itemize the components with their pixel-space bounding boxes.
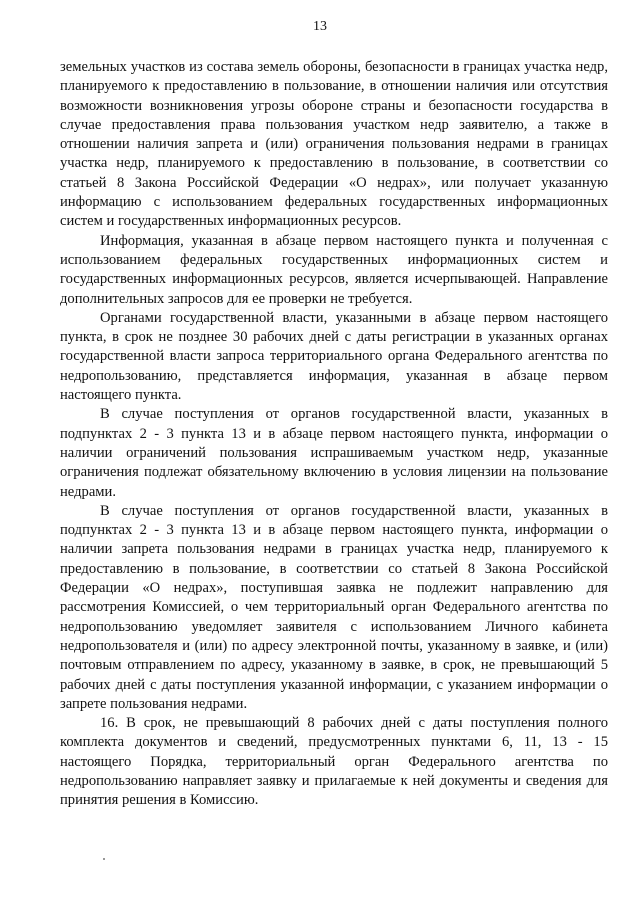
- paragraph-restrictions-license: В случае поступления от органов государственной власти, указанных в подпунктах 2 - 3 пункта 13 и в абзаце первом настоящего пункта, информации о наличии ограничений пользования испрашиваемым участком недр, указанные ограничения подлежат обязательному включению в условия лицензии на пользование недрами.: [60, 406, 608, 500]
- paragraph-information-exhaustive: Информация, указанная в абзаце первом настоящего пункта и полученная с использованием федеральных государственных информационных систем и государственных информационных ресурсов, является исчерпывающей. Направление дополнительных запросов для ее проверки не требуется.: [60, 232, 608, 307]
- page-number: 13: [313, 19, 327, 34]
- paragraph-authorities-deadline: Органами государственной власти, указанными в абзаце первом настоящего пункта, в срок не позднее 30 рабочих дней с даты регистрации в указанных органах государственной власти запроса территориального органа Федерального агентства по недропользованию, представляется информация, указанная в абзаце первом настоящего пункта.: [60, 309, 608, 404]
- paragraph-prohibition-notice: В случае поступления от органов государственной власти, указанных в подпунктах 2 - 3 пункта 13 и в абзаце первом настоящего пункта, информации о наличии запрета пользования недрами в границах участка недр, планируемого к предоставлению в пользование, в соответствии со статьей 8 Закона Российской Федерации «О недрах», поступившая заявка не подлежит направлению для рассмотрения Комиссией, о чем территориальный орган Федерального агентства по недропользованию уведомляет заявителя с использованием Личного кабинета недропользователя и (или) по адресу электронной почты, указанному в заявке, и (или) почтовым отправлением по адресу, указанному в заявке, в срок, не превышающий 5 рабочих дней с даты поступления указанной информации, с указанием информации о запрете пользования недрами.: [60, 502, 608, 712]
- document-body: [60, 58, 608, 811]
- paragraph-continuation: земельных участков из состава земель обороны, безопасности в границах участка недр, планируемого к предоставлению в пользование, в отношении наличия или отсутствия возможности возникновения угрозы обороне страны и безопасности государства в случае предоставления права пользования участком недр заявителю, а также в отношении наличия запрета и (или) ограничения пользования недрами в границах участка недр, планируемого к предоставлению в пользование, в соответствии со статьей 8 Закона Российской Федерации «О недрах», или получает указанную информацию с использованием федеральных государственных информационных систем и государственных информационных ресурсов.: [60, 59, 608, 230]
- scan-artifact: [103, 858, 105, 860]
- paragraph-item-16: 16. В срок, не превышающий 8 рабочих дней с даты поступления полного комплекта документов и сведений, предусмотренных пунктами 6, 11, 13 - 15 настоящего Порядка, территориальный орган Федерального агентства по недропользованию направляет заявку и прилагаемые к ней документы и сведения для принятия решения в Комиссию.: [60, 715, 608, 809]
